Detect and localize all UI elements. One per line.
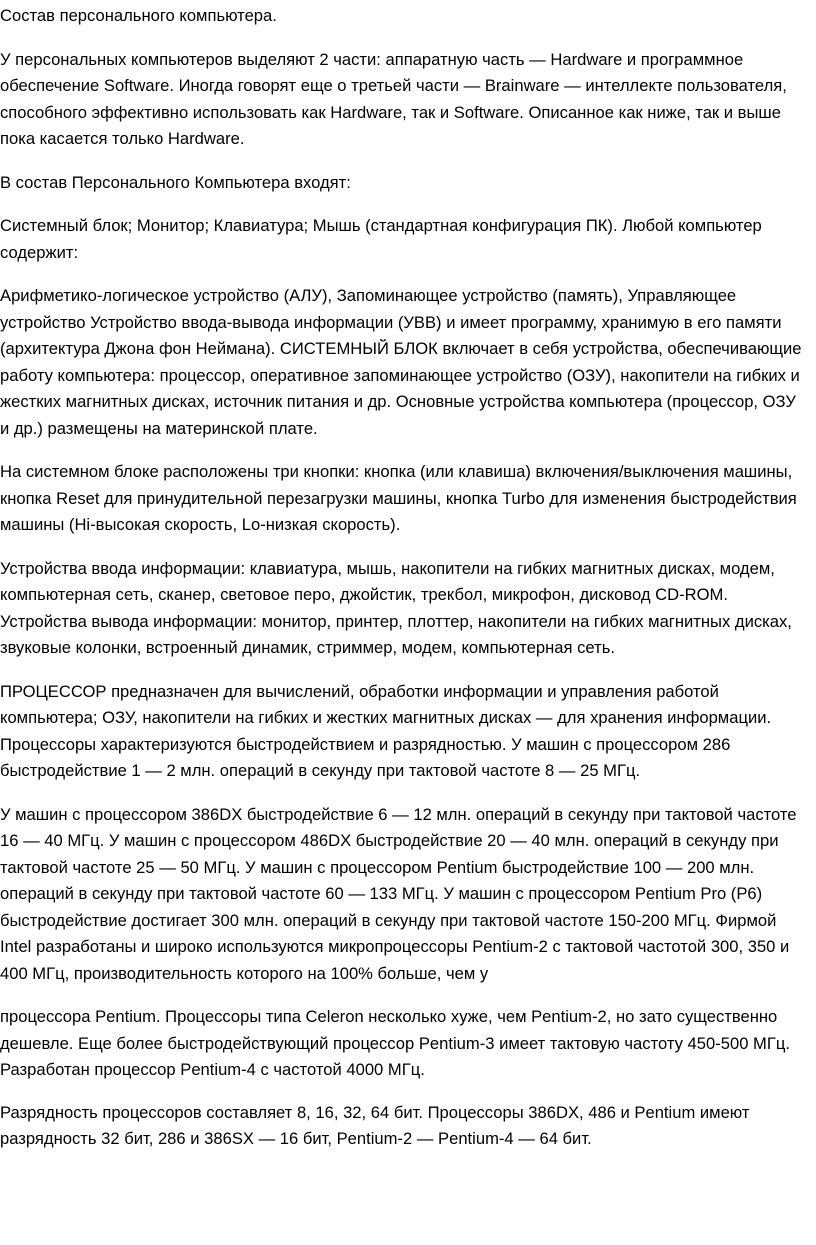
paragraph-processor-models: процессора Pentium. Процессоры типа Celeron несколько хуже, чем Pentium-2, но зато существенно дешевле. Еще более быстродействующий процессор Pentium-3 имеет тактовую частоту 450-500 МГц. Разработан процессор Pentium-4 с частотой 4000 МГц. [0,1007,790,1079]
paragraph-processor-bitness: Разрядность процессоров составляет 8, 16, 32, 64 бит. Процессоры 386DX, 486 и Pentium имеют разрядность 32 бит, 286 и 386SX — 16 бит, Pentium-2 — Pentium-4 — 64 бит. [0,1102,750,1148]
paragraph-system-unit-buttons: На системном блоке расположены три кнопки: кнопка (или клавиша) включения/выключения машины, кнопка Reset для принудительной перезагрузки машины, кнопка Turbo для изменения быстродействия машины (Hi-высокая скорость, Lo-низкая скорость). [0,462,797,534]
paragraph-io-devices: Устройства ввода информации: клавиатура, мышь, накопители на гибких магнитных дисках, модем, компьютерная сеть, сканер, световое перо, джойстик, трекбол, микрофон, дисковод CD-ROM. Устройства вывода информации: монитор, принтер, плоттер, накопители на гибких магнитных дисках, звуковые колонки, встроенный динамик, стриммер, модем, компьютерная сеть. [0,558,792,657]
paragraph-processor: ПРОЦЕССОР предназначен для вычислений, обработки информации и управления работой компьютера; ОЗУ, накопители на гибких и жестких магнитных дисках — для хранения информации. Процессоры характеризуются быстродействием и разрядностью. У машин с процессором 286 быстродействие 1 — 2 млн. операций в секунду при тактовой частоте 8 — 25 МГц. [0,681,772,780]
paragraph-standard-configuration: Системный блок; Монитор; Клавиатура; Мышь (стандартная конфигурация ПК). Любой компьютер содержит: [0,216,762,262]
paragraph-pc-composition-intro: В состав Персонального Компьютера входят: [0,172,351,192]
document-title: Состав персонального компьютера. [0,6,277,25]
paragraph-hardware-software: У персональных компьютеров выделяют 2 части: аппаратную часть — Hardware и программное обеспечение Software. Иногда говорят еще о третьей части — Brainware — интеллекте пользователя, способного эффективно использовать как Hardware, так и Software. Описанное как ниже, так и выше пока касается только Hardware. [0,49,787,148]
paragraph-processor-speeds: У машин с процессором 386DX быстродействие 6 — 12 млн. операций в секунду при тактовой частоте 16 — 40 МГц. У машин с процессором 486DX быстродействие 20 — 40 млн. операций в секунду при тактовой частоте 25 — 50 МГц. У машин с процессором Pentium быстродействие 100 — 200 млн. операций в секунду при тактовой частоте 60 — 133 МГц. У машин с процессором Pentium Pro (P6) быстродействие достигает 300 млн. операций в секунду при тактовой частоте 150-200 МГц. Фирмой Intel разработаны и широко используются микропроцессоры Pentium-2 с тактовой частотой 300, 350 и 400 МГц, производительность которого на 100% больше, чем у [0,804,797,983]
paragraph-system-unit: Арифметико-логическое устройство (АЛУ), Запоминающее устройство (память), Управляющее устройство Устройство ввода-вывода информации (УВВ) и имеет программу, хранимую в его памяти (архитектура Джона фон Неймана). СИСТЕМНЫЙ БЛОК включает в себя устройства, обеспечивающие работу компьютера: процессор, оперативное запоминающее устройство (ОЗУ), накопители на гибких и жестких магнитных дисках, источник питания и др. Основные устройства компьютера (процессор, ОЗУ и др.) размещены на материнской плате. [0,286,802,438]
